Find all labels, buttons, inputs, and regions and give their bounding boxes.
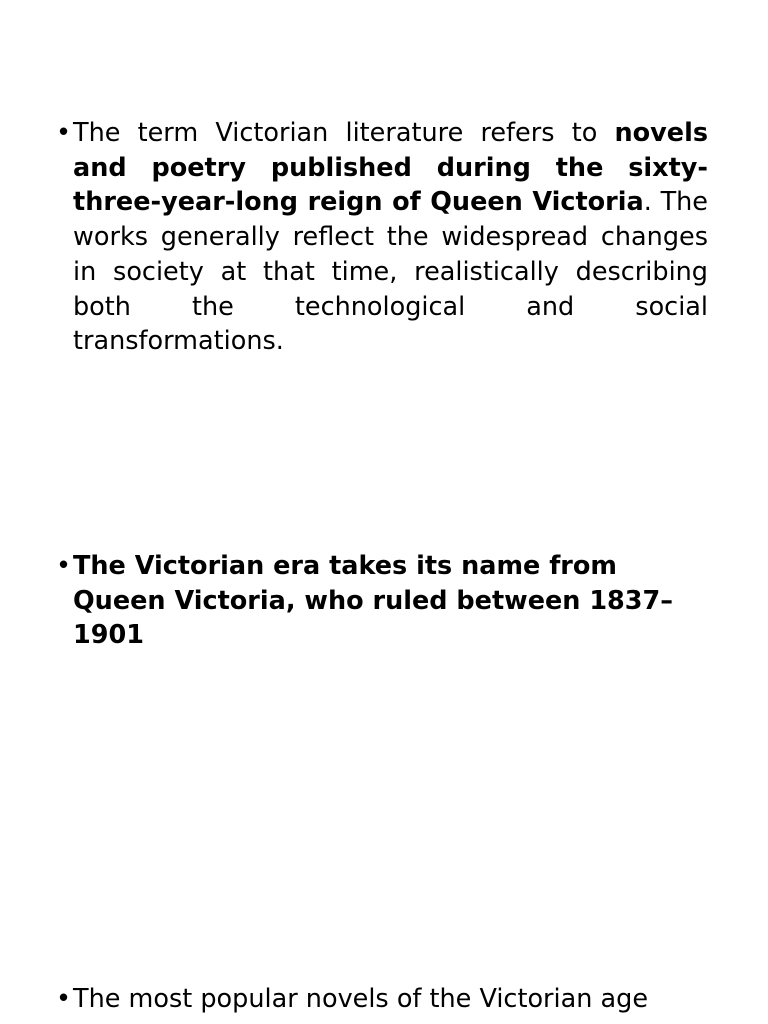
bullet-icon: • bbox=[56, 984, 72, 1014]
bullet-text bbox=[73, 549, 708, 653]
bullet-item-victorian-literature bbox=[56, 116, 708, 359]
bullet-text bbox=[73, 982, 708, 1017]
bullet-text-bold: The Victorian era takes its name from Queen Victoria, who ruled between 1837–1901 bbox=[73, 551, 674, 651]
bullet-text-plain-start: The most popular novels of the Victorian age bbox=[73, 984, 649, 1014]
bullet-text-plain-end: . The works generally reflect the widespread changes in society at that time, realistically describing both the technological and social transformations. bbox=[73, 187, 709, 357]
bullet-item-victorian-era bbox=[56, 549, 708, 653]
bullet-icon: • bbox=[56, 551, 72, 581]
bullet-text-bold: novels and poetry published during the sixty-three-year-long reign of Queen Victoria bbox=[73, 118, 708, 218]
bullet-text bbox=[73, 116, 708, 359]
bullet-text-plain-start: The term Victorian literature refers to bbox=[73, 118, 615, 148]
bullet-item-popular-novels bbox=[56, 982, 708, 1017]
bullet-icon: • bbox=[56, 118, 72, 148]
